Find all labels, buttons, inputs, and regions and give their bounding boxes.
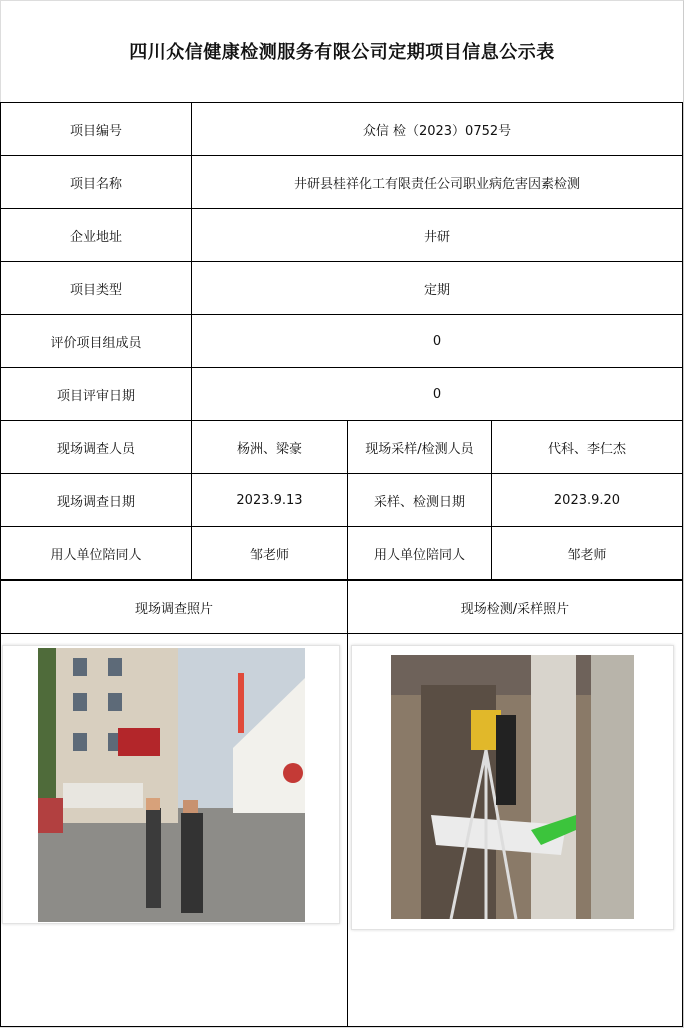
row-value: 邹老师: [491, 526, 683, 580]
row-value: 井研县桂祥化工有限责任公司职业病危害因素检测: [191, 155, 683, 209]
row-label: 项目评审日期: [0, 367, 192, 421]
row-label: 采样、检测日期: [347, 473, 492, 527]
row-value: 众信 检（2023）0752号: [191, 102, 683, 156]
row-value: 井研: [191, 208, 683, 262]
sampling-photo: [351, 645, 674, 930]
row-label: 项目编号: [0, 102, 192, 156]
survey-photo: [2, 645, 340, 924]
row-value: 2023.9.13: [191, 473, 348, 527]
row-label: 现场采样/检测人员: [347, 420, 492, 474]
row-label: 企业地址: [0, 208, 192, 262]
row-value: 0: [191, 367, 683, 421]
row-label: 评价项目组成员: [0, 314, 192, 368]
row-value: 邹老师: [191, 526, 348, 580]
row-label: 项目名称: [0, 155, 192, 209]
row-label: 现场调查日期: [0, 473, 192, 527]
row-value: 0: [191, 314, 683, 368]
row-value: 代科、李仁杰: [491, 420, 683, 474]
row-label: 现场调查人员: [0, 420, 192, 474]
row-label: 项目类型: [0, 261, 192, 315]
row-value: 杨洲、梁豪: [191, 420, 348, 474]
row-label: 用人单位陪同人: [347, 526, 492, 580]
row-value: 定期: [191, 261, 683, 315]
row-value: 2023.9.20: [491, 473, 683, 527]
survey-photo-label: 现场调查照片: [0, 580, 348, 634]
row-label: 用人单位陪同人: [0, 526, 192, 580]
page-title: 四川众信健康检测服务有限公司定期项目信息公示表: [129, 42, 555, 63]
sampling-photo-label: 现场检测/采样照片: [347, 580, 683, 634]
